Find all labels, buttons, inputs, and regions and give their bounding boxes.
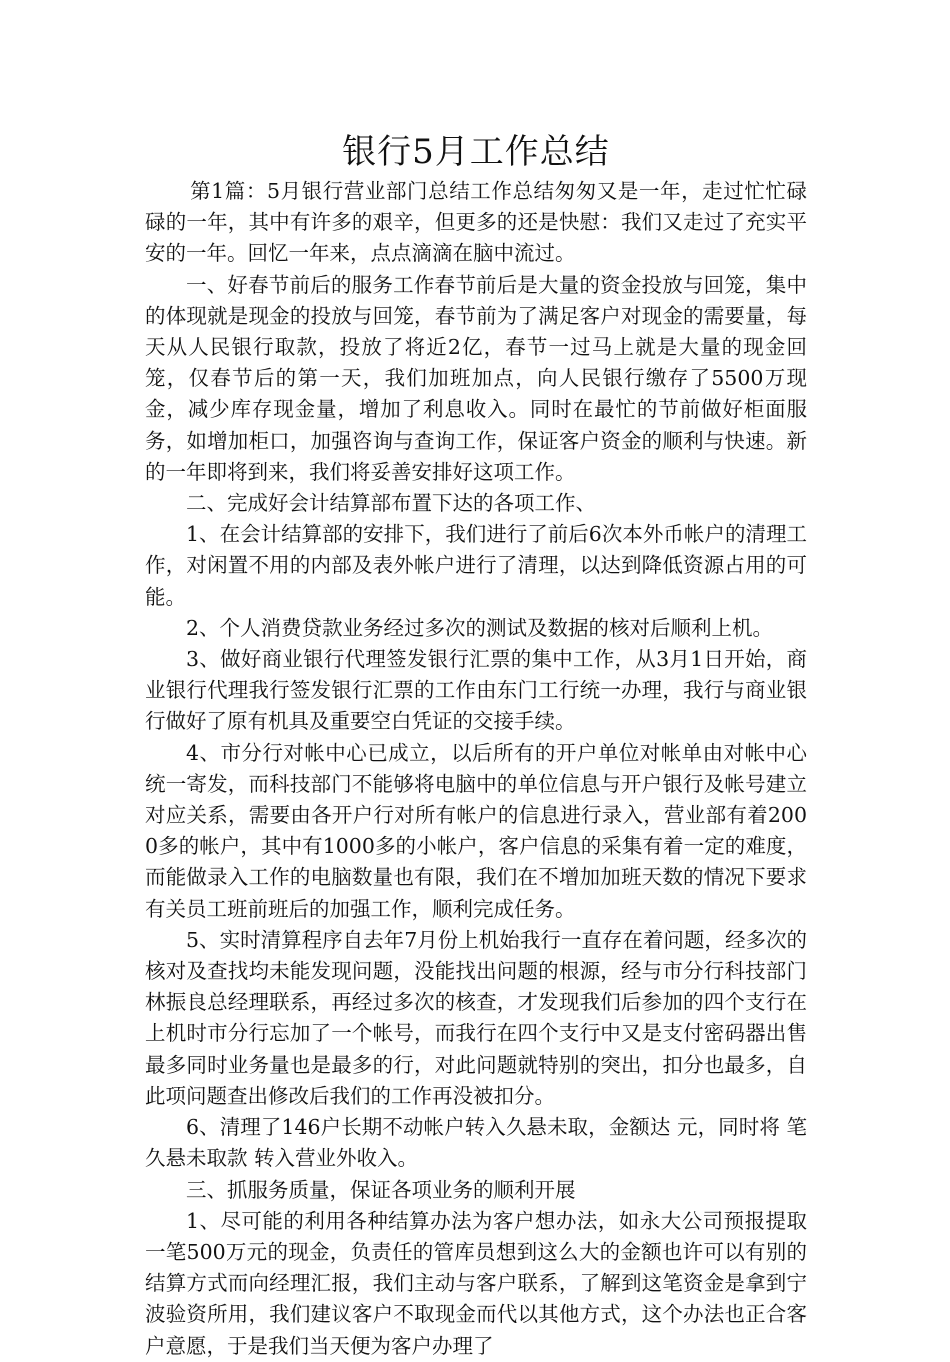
paragraph-section-2-heading: 二、完成好会计结算部布置下达的各项工作、 — [186, 491, 596, 516]
paragraph-section-3-heading: 三、抓服务质量，保证各项业务的顺利开展 — [186, 1177, 576, 1202]
document-page — [145, 132, 807, 1362]
paragraph-section-1: 一、好春节前后的服务工作春节前后是大量的资金投放与回笼，集中的体现就是现金的投放与回笼，春节前为了满足客户对现金的需要量，每天从人民银行取款，投放了将近2亿，春节一过马上就是大量的现金回笼，仅春节后的第一天，我们加班加点，向人民银行缴存了5500万现金，减少库存现金量，增加了利息收入。同时在最忙的节前做好柜面服务，如增加柜口，加强咨询与查询工作，保证客户资金的顺利与快速。新的一年即将到来，我们将妥善安排好这项工作。 — [145, 272, 807, 484]
paragraph-item-2-6: 6、清理了146户长期不动帐户转入久悬未取，金额达 元，同时将 笔久悬未取款 转入营业外收入。 — [145, 1115, 807, 1171]
paragraph-item-2-5: 5、实时清算程序自去年7月份上机始我行一直存在着问题，经多次的核对及查找均未能发现问题，没能找出问题的根源，经与市分行科技部门林振良总经理联系，再经过多次的核查，才发现我们后参加的四个支行在上机时市分行忘加了一个帐号，而我行在四个支行中又是支付密码器出售最多同时业务量也是最多的行，对此问题就特别的突出，扣分也最多，自此项问题查出修改后我们的工作再没被扣分。 — [145, 927, 807, 1108]
paragraph-item-3-1: 1、尽可能的利用各种结算办法为客户想办法，如永大公司预报提取一笔500万元的现金，负责任的管库员想到这么大的金额也许可以有别的结算方式而向经理汇报，我们主动与客户联系，了解到这笔资金是拿到宁波验资所用，我们建议客户不取现金而代以其他方式，这个办法也正合客户意愿，于是我们当天便为客户办理了 — [145, 1208, 807, 1358]
paragraph-item-2-4: 4、市分行对帐中心已成立，以后所有的开户单位对帐单由对帐中心统一寄发，而科技部门不能够将电脑中的单位信息与开户银行及帐号建立对应关系，需要由各开户行对所有帐户的信息进行录入，营业部有着2000多的帐户，其中有1000多的小帐户，客户信息的采集有着一定的难度，而能做录入工作的电脑数量也有限，我们在不增加加班天数的情况下要求有关员工班前班后的加强工作，顺利完成任务。 — [145, 740, 807, 921]
paragraph-item-2-1: 1、在会计结算部的安排下，我们进行了前后6次本外币帐户的清理工作，对闲置不用的内部及表外帐户进行了清理，以达到降低资源占用的可能。 — [145, 522, 807, 609]
paragraph-intro: 第1篇：5月银行营业部门总结工作总结匆匆又是一年，走过忙忙碌碌的一年，其中有许多的艰辛，但更多的还是快慰：我们又走过了充实平安的一年。回忆一年来，点点滴滴在脑中流过。 — [145, 179, 807, 266]
paragraph-item-2-2: 2、个人消费贷款业务经过多次的测试及数据的核对后顺利上机。 — [186, 615, 774, 640]
paragraph-item-2-3: 3、做好商业银行代理签发银行汇票的集中工作，从3月1日开始，商业银行代理我行签发银行汇票的工作由东门工行统一办理，我行与商业银行做好了原有机具及重要空白凭证的交接手续。 — [145, 647, 807, 734]
document-title: 银行5月工作总结 — [342, 132, 610, 172]
